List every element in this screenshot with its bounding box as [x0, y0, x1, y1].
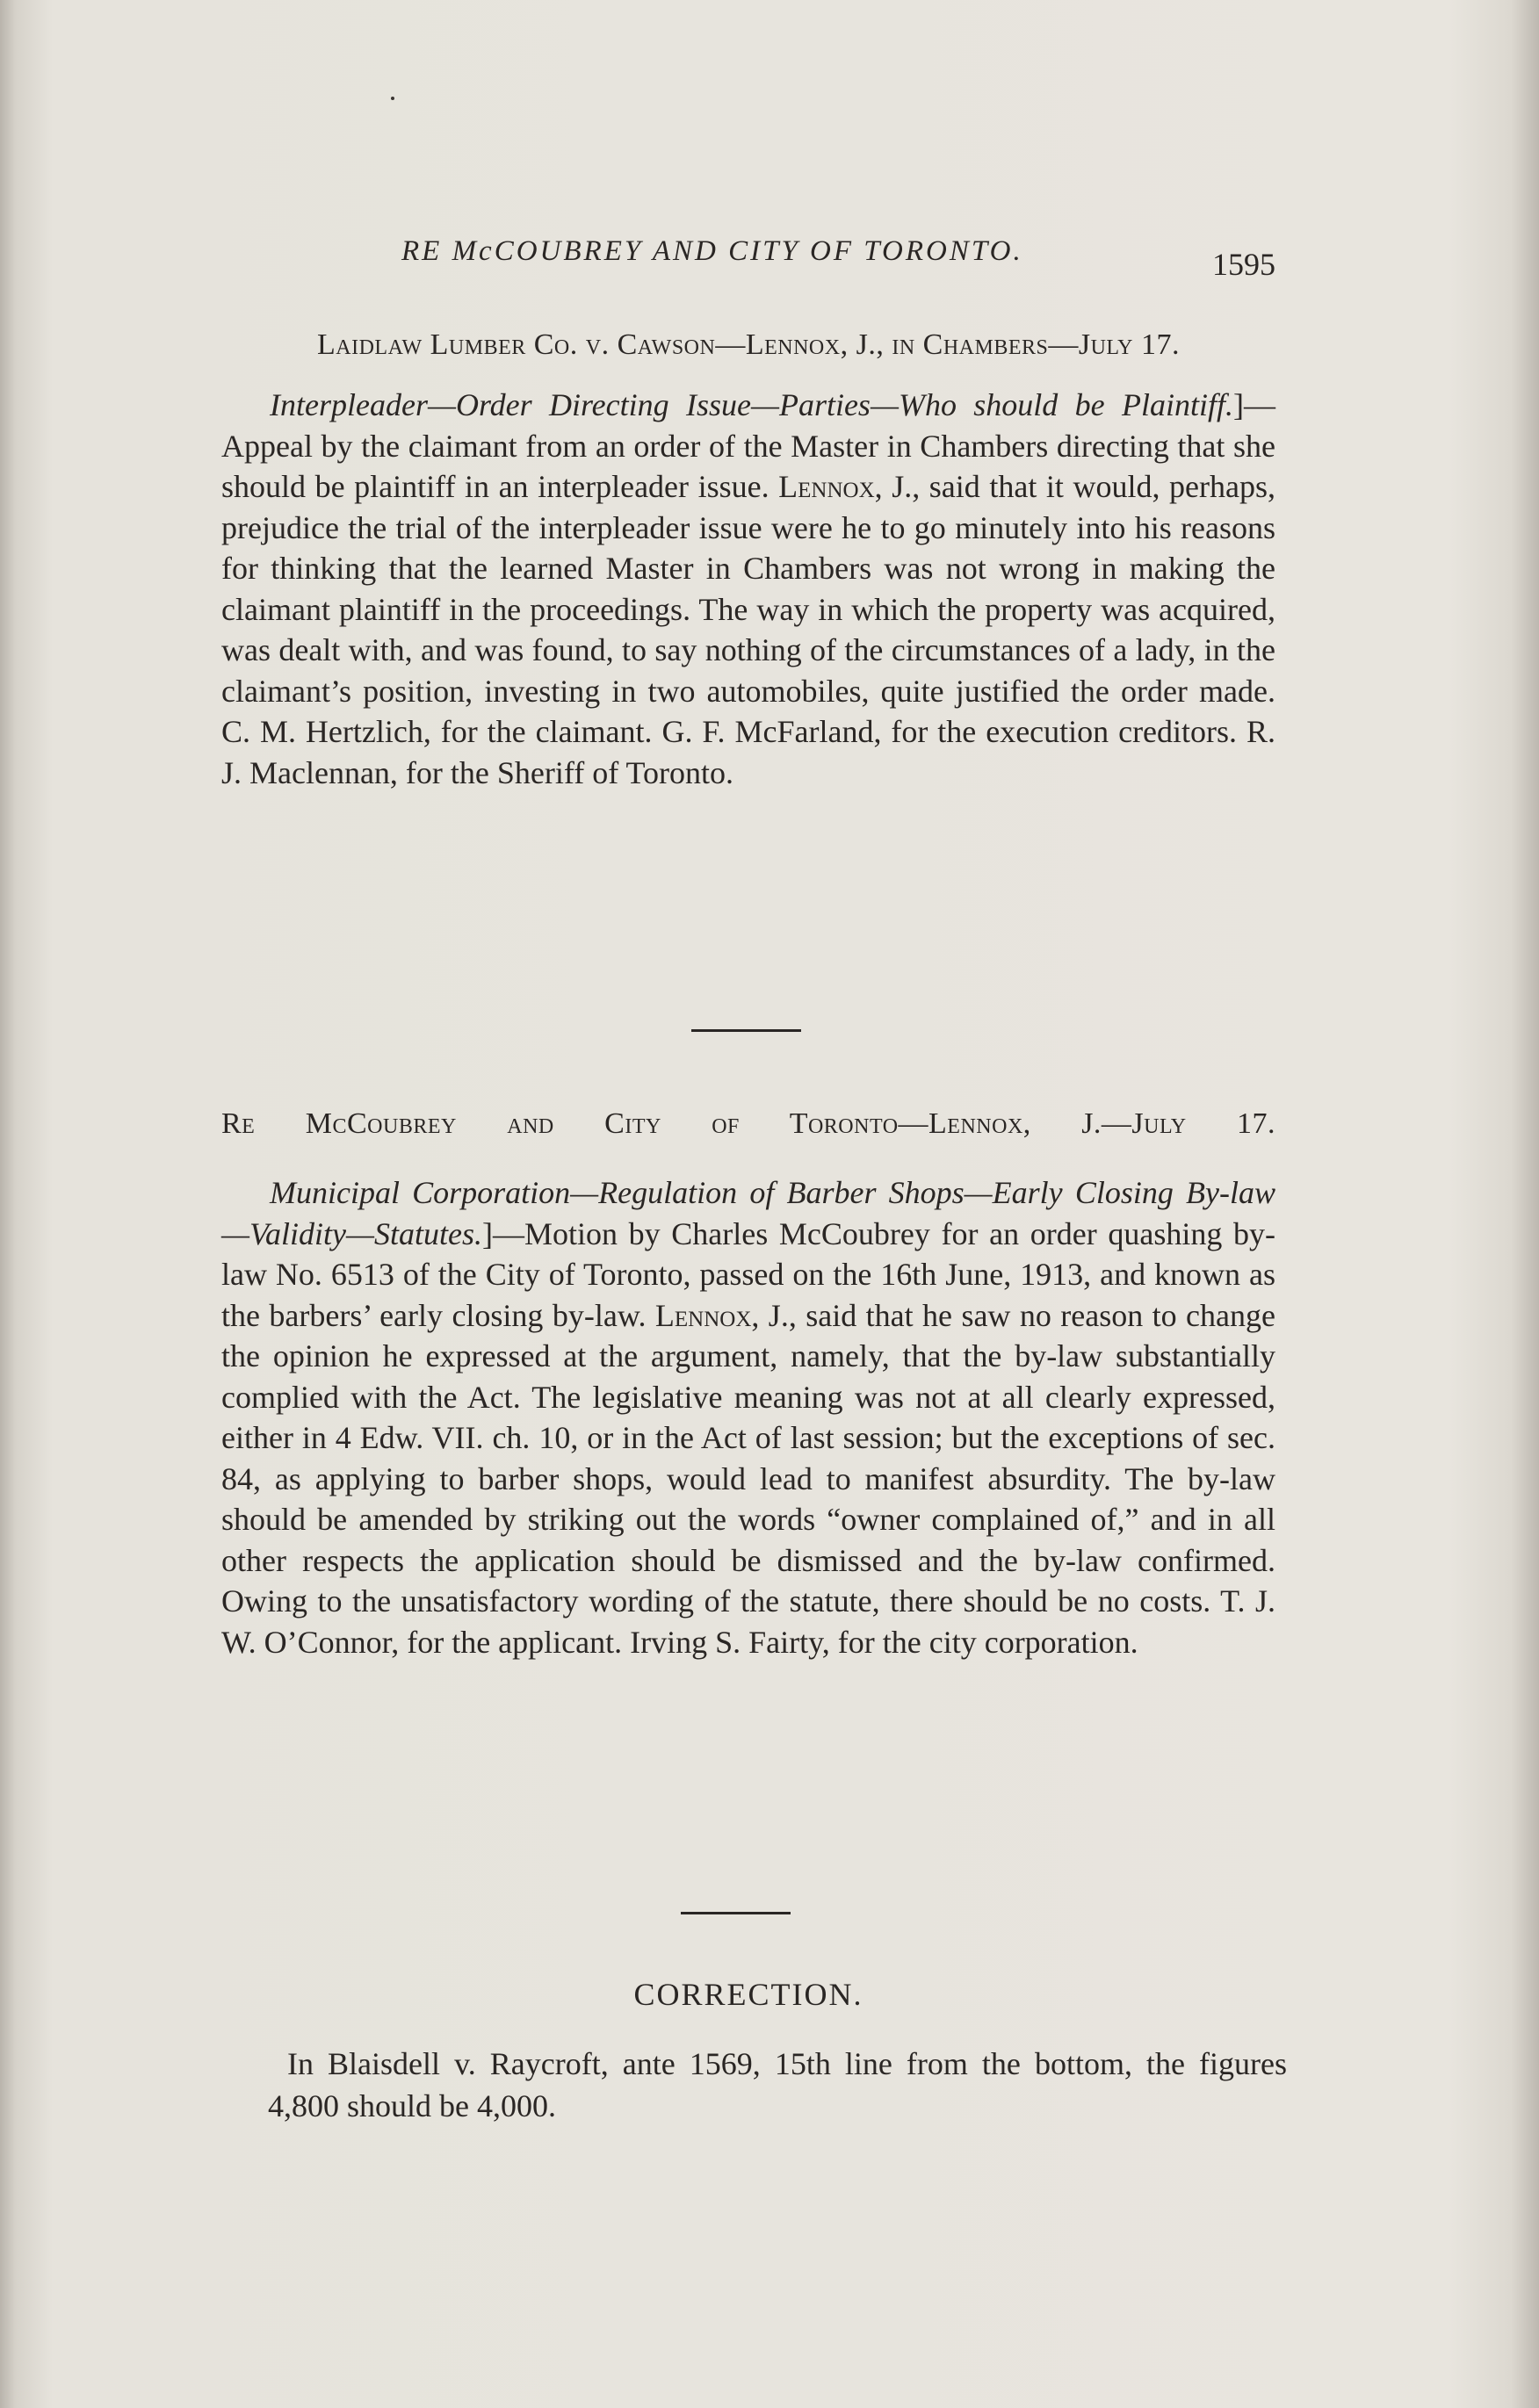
catchwords: Interpleader—Order Directing Issue—Parties—Who should be Plaintiff. [270, 387, 1233, 422]
judge-name: Lennox [654, 1297, 752, 1333]
case-mccoubrey [221, 1104, 1275, 1662]
judge-name: Lennox [778, 469, 875, 504]
case-report [221, 385, 1275, 793]
case-heading: Laidlaw Lumber Co. v. Cawson—Lennox, J., in Chambers—July 17. [316, 328, 1181, 361]
report-text-continued: , J., said that it would, perhaps, prejudice the trial of the interpleader issue were he to go minutely into his reasons for thinking that the learned Master in Chambers was not wrong in making the claimant plaintiff in the proceedings. The way in which the property was acquired, was dealt with, and was found, to say nothing of the circumstances of a lady, in the claimant’s position, investing in two automobiles, quite justified the order made. C. M. Hertzlich, for the claimant. G. F. McFarland, for the execution creditors. R. J. Maclennan, for the Sheriff of Toronto. [221, 469, 1275, 790]
correction-text: In Blaisdell v. Raycroft, ante 1569, 15th line from the bottom, the figures 4,800 should be 4,000. [268, 2046, 1287, 2123]
correction-title: CORRECTION. [633, 1977, 863, 2012]
print-speck [391, 97, 394, 100]
case-laidlaw [221, 325, 1275, 793]
section-divider [691, 1029, 801, 1032]
running-head [221, 235, 1275, 288]
report-text: ]—Appeal by the claimant from an order of the Master in Chambers directing that she should be plaintiff in an interpleader issue. [221, 387, 1275, 504]
report-text-continued: , J., said that he saw no reason to change the opinion he expressed at the argument, namely, that the by-law substantially complied with the Act. The legislative meaning was not at all clearly expressed, either in 4 Edw. VII. ch. 10, or in the Act of last session; but the exceptions of sec. 84, as applying to barber shops, would lead to manifest absurdity. The by-law should be amended by striking out the words “owner complained of,” and in all other respects the application should be dismissed and the by-law confirmed. Owing to the unsatisfactory wording of the statute, there should be no costs. T. J. W. O’Connor, for the applicant. Irving S. Fairty, for the city corporation. [221, 1297, 1275, 1660]
page-number: 1595 [1212, 247, 1275, 282]
catchwords: Municipal Corporation—Regulation of Barber Shops—Early Closing By-law—Validity—Statutes. [221, 1175, 1275, 1251]
report-text: ]—Motion by Charles McCoubrey for an order quashing by-law No. 6513 of the City of Toronto, passed on the 16th June, 1913, and known as the barbers’ early closing by-law. [221, 1215, 1275, 1333]
running-head-title: RE McCOUBREY AND CITY OF TORONTO. [401, 235, 1023, 267]
case-heading: Re McCoubrey and City of Toronto—Lennox, J.—July 17. [221, 1107, 1275, 1140]
section-divider [681, 1912, 791, 1914]
case-report [221, 1172, 1275, 1662]
